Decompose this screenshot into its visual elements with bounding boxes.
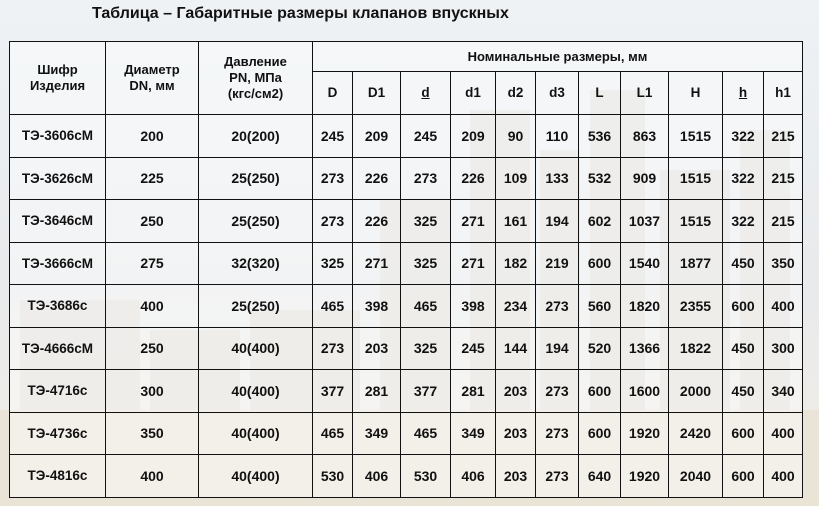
header-nominal-sizes: Номинальные размеры, мм xyxy=(313,42,803,72)
cell-d1: 209 xyxy=(451,115,496,158)
cell-pressure: 32(320) xyxy=(199,242,313,285)
cell-d2: 234 xyxy=(496,285,536,328)
cell-h: 1515 xyxy=(669,157,723,200)
cell-h: 450 xyxy=(723,242,764,285)
cell-d2: 161 xyxy=(496,200,536,243)
table-row xyxy=(10,455,803,498)
cell-l: 520 xyxy=(579,327,621,370)
header-pressure: Давление PN, МПа (кгс/см2) xyxy=(199,42,313,115)
cell-d: 273 xyxy=(313,327,353,370)
cell-d: 530 xyxy=(313,455,353,498)
cell-h: 450 xyxy=(723,327,764,370)
cell-d1: 281 xyxy=(353,370,401,413)
cell-pressure: 25(250) xyxy=(199,285,313,328)
cell-d1: 281 xyxy=(451,370,496,413)
cell-d3: 273 xyxy=(536,285,579,328)
cell-d3: 273 xyxy=(536,412,579,455)
cell-d: 245 xyxy=(401,115,451,158)
cell-code: ТЭ-3626сМ xyxy=(10,157,106,200)
cell-d1: 226 xyxy=(451,157,496,200)
cell-h: 2000 xyxy=(669,370,723,413)
cell-h1: 215 xyxy=(764,157,803,200)
cell-h: 1822 xyxy=(669,327,723,370)
header-dim-d1: D1 xyxy=(353,72,401,115)
cell-h1: 350 xyxy=(764,242,803,285)
cell-d3: 194 xyxy=(536,327,579,370)
cell-diameter: 350 xyxy=(106,412,199,455)
cell-d1: 226 xyxy=(353,157,401,200)
cell-d1: 226 xyxy=(353,200,401,243)
cell-d3: 110 xyxy=(536,115,579,158)
cell-pressure: 40(400) xyxy=(199,412,313,455)
cell-h: 2040 xyxy=(669,455,723,498)
cell-pressure: 40(400) xyxy=(199,327,313,370)
cell-code: ТЭ-4666сМ xyxy=(10,327,106,370)
cell-d1: 349 xyxy=(353,412,401,455)
cell-l: 600 xyxy=(579,412,621,455)
cell-d: 465 xyxy=(313,285,353,328)
cell-d: 273 xyxy=(313,200,353,243)
cell-diameter: 200 xyxy=(106,115,199,158)
cell-h: 322 xyxy=(723,115,764,158)
cell-d1: 398 xyxy=(353,285,401,328)
cell-diameter: 250 xyxy=(106,200,199,243)
table-row xyxy=(10,242,803,285)
table-row xyxy=(10,200,803,243)
cell-l: 536 xyxy=(579,115,621,158)
cell-d1: 271 xyxy=(451,200,496,243)
cell-d1: 271 xyxy=(451,242,496,285)
cell-d1: 209 xyxy=(353,115,401,158)
cell-h: 600 xyxy=(723,285,764,328)
header-code: Шифр Изделия xyxy=(10,42,106,115)
header-dim-l: L xyxy=(579,72,621,115)
header-dim-h: H xyxy=(669,72,723,115)
cell-l: 602 xyxy=(579,200,621,243)
cell-d1: 406 xyxy=(451,455,496,498)
cell-d: 325 xyxy=(313,242,353,285)
cell-l: 600 xyxy=(579,370,621,413)
cell-d2: 144 xyxy=(496,327,536,370)
cell-d1: 271 xyxy=(353,242,401,285)
cell-h: 1515 xyxy=(669,115,723,158)
cell-h: 600 xyxy=(723,412,764,455)
cell-d3: 273 xyxy=(536,370,579,413)
cell-d2: 203 xyxy=(496,412,536,455)
cell-h: 1515 xyxy=(669,200,723,243)
cell-l1: 1600 xyxy=(621,370,669,413)
cell-l: 532 xyxy=(579,157,621,200)
cell-d: 530 xyxy=(401,455,451,498)
cell-d3: 273 xyxy=(536,455,579,498)
cell-d: 273 xyxy=(401,157,451,200)
cell-diameter: 225 xyxy=(106,157,199,200)
cell-d1: 203 xyxy=(353,327,401,370)
cell-h1: 400 xyxy=(764,412,803,455)
cell-d: 377 xyxy=(313,370,353,413)
cell-pressure: 25(250) xyxy=(199,157,313,200)
cell-diameter: 275 xyxy=(106,242,199,285)
cell-h1: 215 xyxy=(764,200,803,243)
cell-diameter: 250 xyxy=(106,327,199,370)
cell-code: ТЭ-4736с xyxy=(10,412,106,455)
cell-code: ТЭ-3646сМ xyxy=(10,200,106,243)
cell-h: 2355 xyxy=(669,285,723,328)
cell-l1: 1920 xyxy=(621,455,669,498)
cell-h1: 400 xyxy=(764,285,803,328)
cell-h: 450 xyxy=(723,370,764,413)
header-dim-d1: d1 xyxy=(451,72,496,115)
cell-d2: 182 xyxy=(496,242,536,285)
cell-code: ТЭ-3686с xyxy=(10,285,106,328)
cell-d3: 133 xyxy=(536,157,579,200)
cell-diameter: 400 xyxy=(106,455,199,498)
cell-d1: 245 xyxy=(451,327,496,370)
cell-h: 600 xyxy=(723,455,764,498)
cell-pressure: 25(250) xyxy=(199,200,313,243)
cell-l1: 1820 xyxy=(621,285,669,328)
table-row xyxy=(10,370,803,413)
cell-d: 325 xyxy=(401,200,451,243)
cell-d: 273 xyxy=(313,157,353,200)
header-dim-h1: h1 xyxy=(764,72,803,115)
valve-dimensions-table xyxy=(9,41,803,498)
header-dim-h: h xyxy=(723,72,764,115)
table-row xyxy=(10,327,803,370)
table-row xyxy=(10,412,803,455)
cell-l1: 1366 xyxy=(621,327,669,370)
cell-pressure: 20(200) xyxy=(199,115,313,158)
cell-d1: 406 xyxy=(353,455,401,498)
cell-d: 325 xyxy=(401,242,451,285)
cell-h1: 400 xyxy=(764,455,803,498)
header-dim-d: D xyxy=(313,72,353,115)
cell-d2: 109 xyxy=(496,157,536,200)
cell-d1: 398 xyxy=(451,285,496,328)
cell-code: ТЭ-3666сМ xyxy=(10,242,106,285)
cell-h: 2420 xyxy=(669,412,723,455)
cell-code: ТЭ-4816с xyxy=(10,455,106,498)
cell-d: 325 xyxy=(401,327,451,370)
cell-h1: 215 xyxy=(764,115,803,158)
cell-d: 465 xyxy=(313,412,353,455)
cell-h1: 340 xyxy=(764,370,803,413)
cell-code: ТЭ-4716с xyxy=(10,370,106,413)
cell-d2: 203 xyxy=(496,455,536,498)
cell-h: 322 xyxy=(723,200,764,243)
cell-diameter: 300 xyxy=(106,370,199,413)
cell-d2: 203 xyxy=(496,370,536,413)
cell-h1: 300 xyxy=(764,327,803,370)
table-row xyxy=(10,285,803,328)
cell-pressure: 40(400) xyxy=(199,455,313,498)
cell-code: ТЭ-3606сМ xyxy=(10,115,106,158)
cell-diameter: 400 xyxy=(106,285,199,328)
cell-d3: 219 xyxy=(536,242,579,285)
cell-d: 465 xyxy=(401,285,451,328)
cell-l1: 909 xyxy=(621,157,669,200)
table-row xyxy=(10,115,803,158)
page-title: Таблица – Габаритные размеры клапанов впускных xyxy=(92,5,509,22)
cell-l: 640 xyxy=(579,455,621,498)
cell-d1: 349 xyxy=(451,412,496,455)
header-dim-d2: d2 xyxy=(496,72,536,115)
cell-d: 465 xyxy=(401,412,451,455)
cell-h: 1877 xyxy=(669,242,723,285)
table-row xyxy=(10,157,803,200)
cell-d2: 90 xyxy=(496,115,536,158)
cell-l: 600 xyxy=(579,242,621,285)
header-dim-d3: d3 xyxy=(536,72,579,115)
cell-l1: 1920 xyxy=(621,412,669,455)
cell-l1: 1037 xyxy=(621,200,669,243)
cell-d: 245 xyxy=(313,115,353,158)
header-diameter: Диаметр DN, мм xyxy=(106,42,199,115)
cell-l: 560 xyxy=(579,285,621,328)
cell-pressure: 40(400) xyxy=(199,370,313,413)
cell-d3: 194 xyxy=(536,200,579,243)
cell-l1: 1540 xyxy=(621,242,669,285)
cell-h: 322 xyxy=(723,157,764,200)
cell-d: 377 xyxy=(401,370,451,413)
cell-l1: 863 xyxy=(621,115,669,158)
header-dim-d: d xyxy=(401,72,451,115)
header-dim-l1: L1 xyxy=(621,72,669,115)
